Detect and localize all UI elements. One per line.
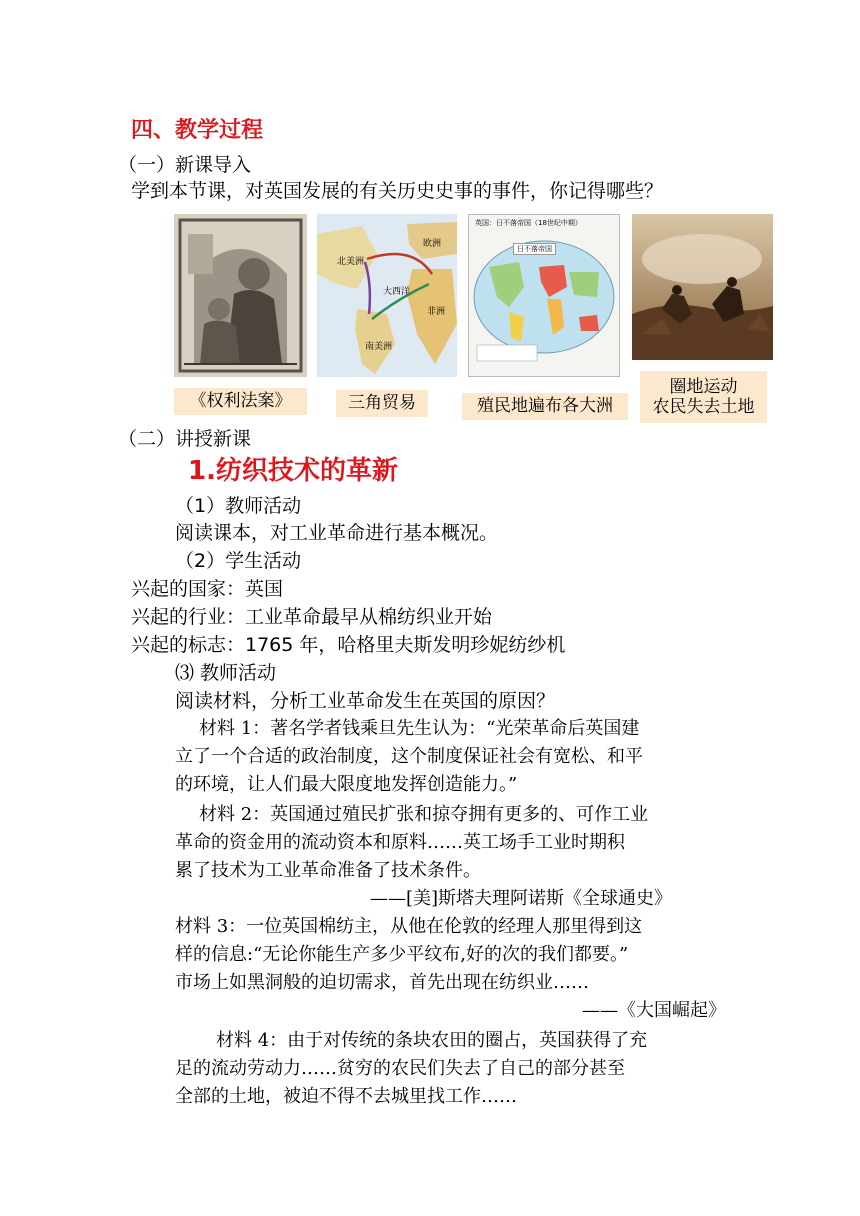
- material2-source: ——[美]斯塔夫理阿诺斯《全球通史》: [370, 888, 673, 909]
- fact-sign: 兴起的标志：1765 年，哈格里夫斯发明珍妮纺纱机: [131, 634, 566, 656]
- material4-line1: 材料 4：由于对传统的条块农田的圈占，英国获得了充: [216, 1030, 648, 1051]
- material3-source: ——《大国崛起》: [582, 1000, 726, 1021]
- map-label-africa: 非洲: [427, 307, 446, 317]
- material1-line2: 立了一个合适的政治制度，这个制度保证社会有宽松、和平: [175, 746, 643, 767]
- material3-line1: 材料 3：一位英国棉纺主，从他在伦敦的经理人那里得到这: [175, 916, 643, 937]
- material2-line2: 革命的资金用的流动资本和原料……英工场手工业时期积: [175, 832, 625, 853]
- step3-label: ⑶ 教师活动: [175, 662, 277, 684]
- map-label-atlantic: 大西洋: [383, 287, 411, 297]
- caption-colonies: 殖民地遍布各大洲: [462, 393, 628, 420]
- map-label-europe: 欧洲: [423, 239, 442, 249]
- lesson-title: 1.纺织技术的革新: [188, 456, 398, 486]
- caption-enclosure: [640, 371, 767, 423]
- caption-enclosure-line1: 圈地运动: [669, 376, 738, 397]
- section-heading: 四、教学过程: [131, 118, 264, 143]
- map-title: 英国：日不落帝国（18世纪中期）: [475, 219, 582, 227]
- caption-enclosure-line2: 农民失去土地: [652, 397, 755, 417]
- material1-line3: 的环境，让人们最大限度地发挥创造能力。”: [175, 774, 518, 795]
- step3-text: 阅读材料，分析工业革命发生在英国的原因？: [175, 690, 556, 712]
- enclosure-painting-icon: [632, 214, 773, 360]
- material2-line3: 累了技术为工业革命准备了技术条件。: [175, 860, 481, 881]
- fact-country: 兴起的国家：英国: [131, 578, 284, 600]
- material3-line3: 市场上如黑洞般的迫切需求，首先出现在纺织业……: [175, 972, 589, 993]
- caption-triangle-trade: 三角贸易: [336, 390, 428, 417]
- bill-of-rights-engraving-icon: [174, 214, 307, 377]
- material1-line1: 材料 1：著名学者钱乘旦先生认为：“光荣革命后英国建: [199, 718, 640, 739]
- material2-line1: 材料 2：英国通过殖民扩张和掠夺拥有更多的、可作工业: [199, 804, 649, 825]
- subsection-intro: （一）新课导入: [118, 154, 252, 176]
- step1-text: 阅读课本，对工业革命进行基本概况。: [175, 522, 499, 544]
- fact-industry: 兴起的行业：工业革命最早从棉纺织业开始: [131, 606, 493, 628]
- map-label-south-america: 南美洲: [365, 342, 393, 352]
- material4-line2: 足的流动劳动力……贫穷的农民们失去了自己的部分甚至: [175, 1058, 625, 1079]
- map-banner: 日不落帝国: [513, 243, 556, 255]
- map-label-north-america: 北美洲: [337, 257, 365, 267]
- material4-line3: 全部的土地，被迫不得不去城里找工作……: [175, 1086, 517, 1107]
- subsection-lecture: （二）讲授新课: [118, 428, 252, 450]
- material3-line2: 样的信息:“无论你能生产多少平纹布,好的次的我们都要。”: [175, 944, 629, 965]
- intro-question: 学到本节课，对英国发展的有关历史史事的事件，你记得哪些？: [131, 180, 664, 202]
- british-empire-map-icon: [468, 214, 620, 377]
- triangle-trade-map-icon: [317, 214, 457, 377]
- caption-bill-of-rights: 《权利法案》: [174, 388, 307, 415]
- step2-label: （2）学生活动: [175, 550, 302, 572]
- step1-label: （1）教师活动: [175, 495, 302, 517]
